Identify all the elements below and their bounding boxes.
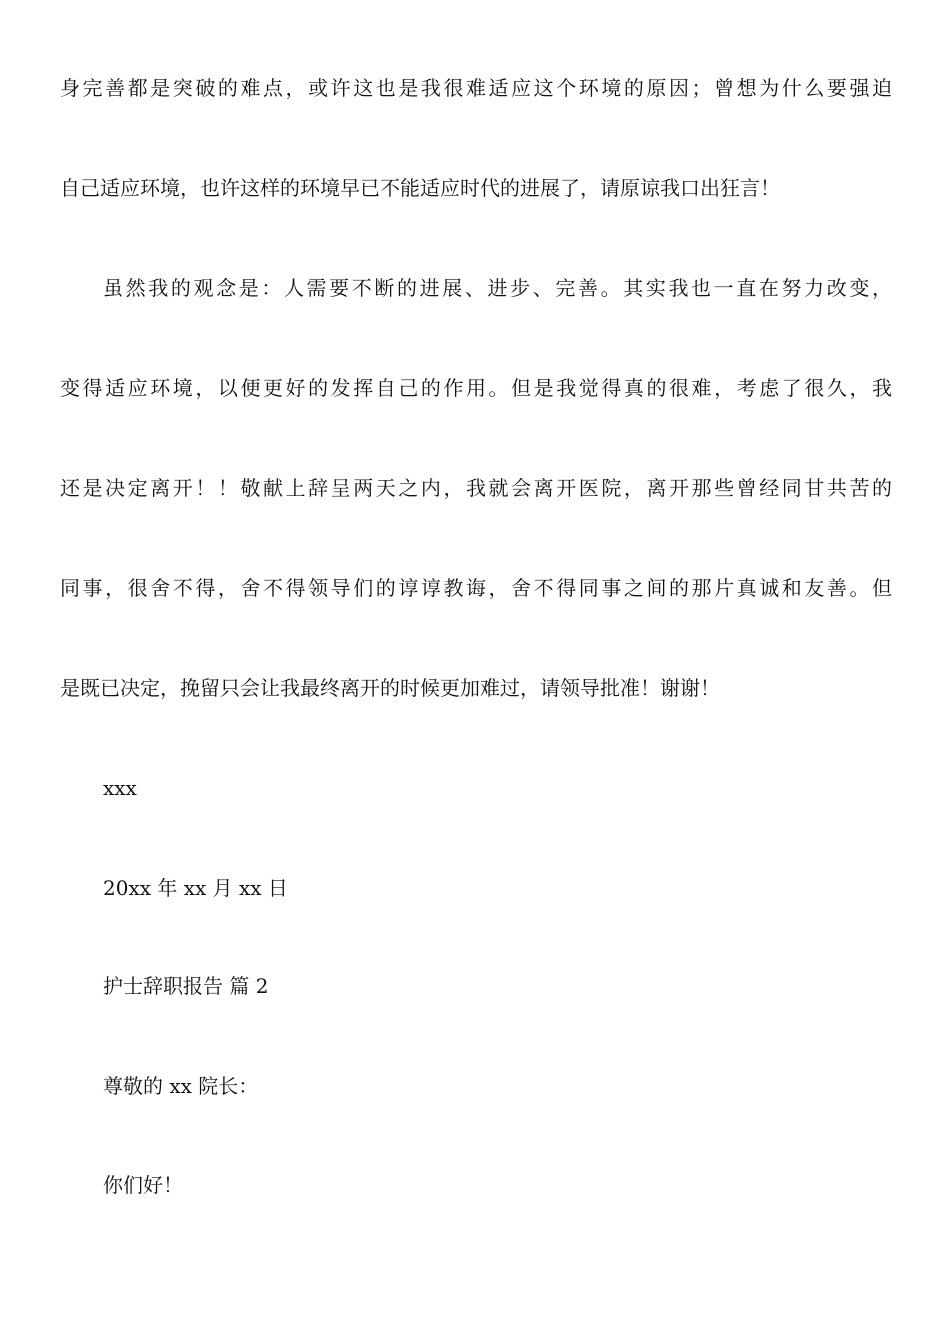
paragraph-2-line-5: 是既已决定，挽留只会让我最终离开的时候更加难过，请领导批准！谢谢！ — [60, 676, 720, 700]
signature-name: xxx — [103, 776, 137, 800]
paragraph-2-line-4: 同事，很舍不得，舍不得领导们的谆谆教诲，舍不得同事之间的那片真诚和友善。但 — [60, 576, 892, 600]
greeting: 你们好！ — [103, 1173, 183, 1197]
section-title: 护士辞职报告 篇 2 — [103, 974, 269, 998]
paragraph-2-line-3: 还是决定离开！！敬献上辞呈两天之内，我就会离开医院，离开那些曾经同甘共苦的 — [60, 476, 892, 500]
paragraph-2-line-2: 变得适应环境，以便更好的发挥自己的作用。但是我觉得真的很难，考虑了很久，我 — [60, 376, 892, 400]
paragraph-2-line-1: 虽然我的观念是：人需要不断的进展、进步、完善。其实我也一直在努力改变， — [103, 276, 892, 300]
paragraph-1-line-2: 自己适应环境，也许这样的环境早已不能适应时代的进展了，请原谅我口出狂言！ — [60, 176, 780, 200]
paragraph-1-line-1: 身完善都是突破的难点，或许这也是我很难适应这个环境的原因；曾想为什么要强迫 — [60, 76, 892, 100]
signature-date: 20xx 年 xx 月 xx 日 — [103, 876, 288, 900]
salutation: 尊敬的 xx 院长： — [103, 1074, 259, 1098]
